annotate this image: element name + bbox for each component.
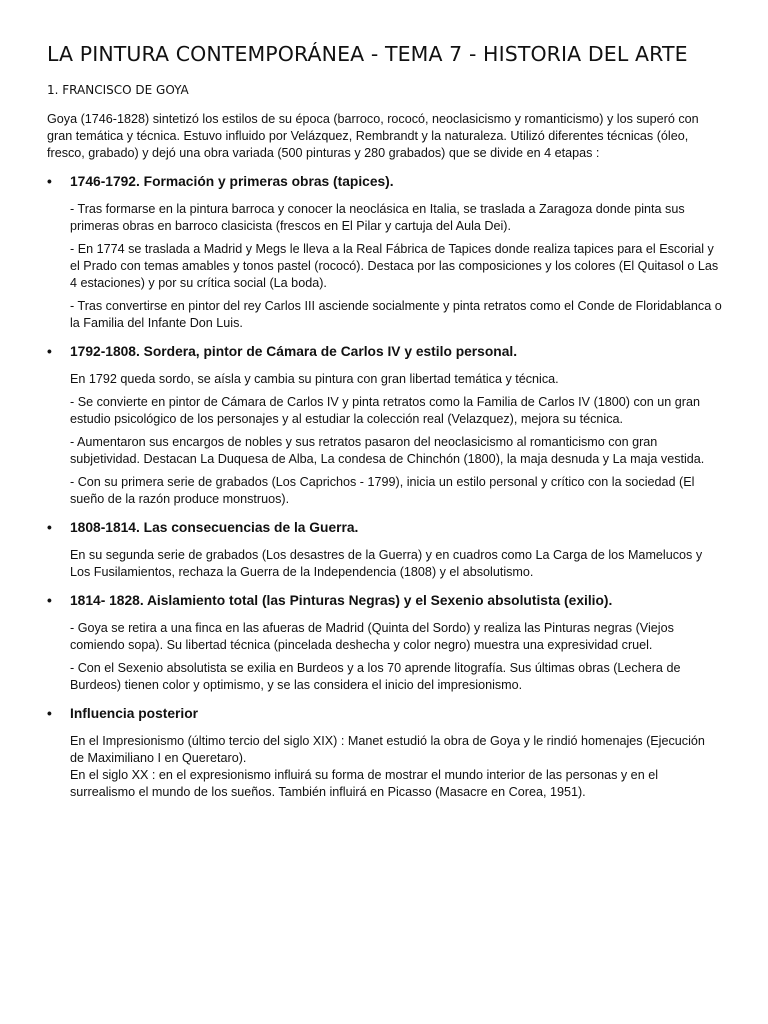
section-1792-1808: [47, 343, 722, 508]
bullet-heading: [47, 173, 722, 191]
bullet-dot-icon: •: [47, 706, 52, 721]
document-page: [47, 40, 722, 801]
bullet-heading-text: 1814- 1828. Aislamiento total (las Pinturas Negras) y el Sexenio absolutista (exilio).: [70, 593, 613, 608]
paragraph: - Con el Sexenio absolutista se exilia en Burdeos y a los 70 aprende litografía. Sus últimas obras (Lechera de Burdeos) tienen color y optimismo, y se las considera el inicio del impresionismo.: [70, 661, 681, 692]
section-influencia-posterior: [47, 705, 722, 801]
bullet-dot-icon: •: [47, 520, 52, 535]
bullet-heading: [47, 343, 722, 361]
bullet-heading-text: 1792-1808. Sordera, pintor de Cámara de Carlos IV y estilo personal.: [70, 344, 518, 359]
paragraph: - Tras formarse en la pintura barroca y conocer la neoclásica en Italia, se traslada a Zaragoza donde pinta sus primeras obras en barroco clasicista (frescos en El Pilar y cartuja del Aula Dei).: [70, 202, 685, 233]
bullet-heading: [47, 519, 722, 537]
paragraph: - Goya se retira a una finca en las afueras de Madrid (Quinta del Sordo) y realiza las Pinturas negras (Viejos comiendo sopa). Su libertad técnica (pincelada deshecha y color negro) muestra una expresividad cruel.: [70, 621, 674, 652]
bullet-dot-icon: •: [47, 344, 52, 359]
bullet-heading-text: 1746-1792. Formación y primeras obras (tapices).: [70, 174, 394, 189]
section-1746-1792: [47, 173, 722, 332]
bullet-dot-icon: •: [47, 174, 52, 189]
bullet-dot-icon: •: [47, 593, 52, 608]
bullet-heading: [47, 705, 722, 723]
paragraph: - Tras convertirse en pintor del rey Carlos III asciende socialmente y pinta retratos como el Conde de Floridablanca o la Familia del Infante Don Luis.: [70, 299, 722, 330]
paragraph: - Aumentaron sus encargos de nobles y sus retratos pasaron del neoclasicismo al romanticismo con gran subjetividad. Destacan La Duquesa de Alba, La condesa de Chinchón (1800), la maja desnuda y La maja vestida.: [70, 435, 705, 466]
paragraph: - Se convierte en pintor de Cámara de Carlos IV y pinta retratos como la Familia de Carlos IV (1800) con un gran estudio psicológico de los personajes y al estudiar la colección real (Velazquez), mejora su técnica.: [70, 395, 700, 426]
page-title: LA PINTURA CONTEMPORÁNEA - TEMA 7 - HISTORIA DEL ARTE: [47, 42, 688, 66]
paragraph: En 1792 queda sordo, se aísla y cambia su pintura con gran libertad temática y técnica.: [70, 372, 559, 386]
paragraph: En el Impresionismo (último tercio del siglo XIX) : Manet estudió la obra de Goya y le rindió homenajes (Ejecución de Maximiliano I en Queretaro).: [70, 734, 705, 765]
bullet-heading-text: Influencia posterior: [70, 706, 199, 721]
bullet-heading: [47, 592, 722, 610]
intro-paragraph: Goya (1746-1828) sintetizó los estilos de su época (barroco, rococó, neoclasicismo y romanticismo) y los superó con gran temática y técnica. Estuvo influido por Velázquez, Rembrandt y la naturaleza. Utilizó diferentes técnicas (óleo, fresco, grabado) y dejó una obra variada (500 pinturas y 280 grabados) que se divide en 4 etapas :: [47, 112, 699, 160]
paragraph: - Con su primera serie de grabados (Los Caprichos - 1799), inicia un estilo personal y crítico con la sociedad (El sueño de la razón produce monstruos).: [70, 475, 695, 506]
paragraph: - En 1774 se traslada a Madrid y Megs le lleva a la Real Fábrica de Tapices donde realiza tapices para el Escorial y el Prado con temas amables y tonos pastel (rococó). Destaca por las composiciones y los colores (El Quitasol o Las 4 estaciones) y por su crítica social (La boda).: [70, 242, 719, 290]
section-subtitle: 1. FRANCISCO DE GOYA: [47, 83, 189, 97]
section-1808-1814: [47, 519, 722, 581]
section-1814-1828: [47, 592, 722, 694]
bullet-heading-text: 1808-1814. Las consecuencias de la Guerra.: [70, 520, 359, 535]
paragraph: En el siglo XX : en el expresionismo influirá su forma de mostrar el mundo interior de las personas y en el surrealismo el mundo de los sueños. También influirá en Picasso (Masacre en Corea, 1951).: [70, 768, 658, 799]
paragraph: En su segunda serie de grabados (Los desastres de la Guerra) y en cuadros como La Carga de los Mamelucos y Los Fusilamientos, rechaza la Guerra de la Independencia (1808) y el absolutismo.: [70, 548, 703, 579]
